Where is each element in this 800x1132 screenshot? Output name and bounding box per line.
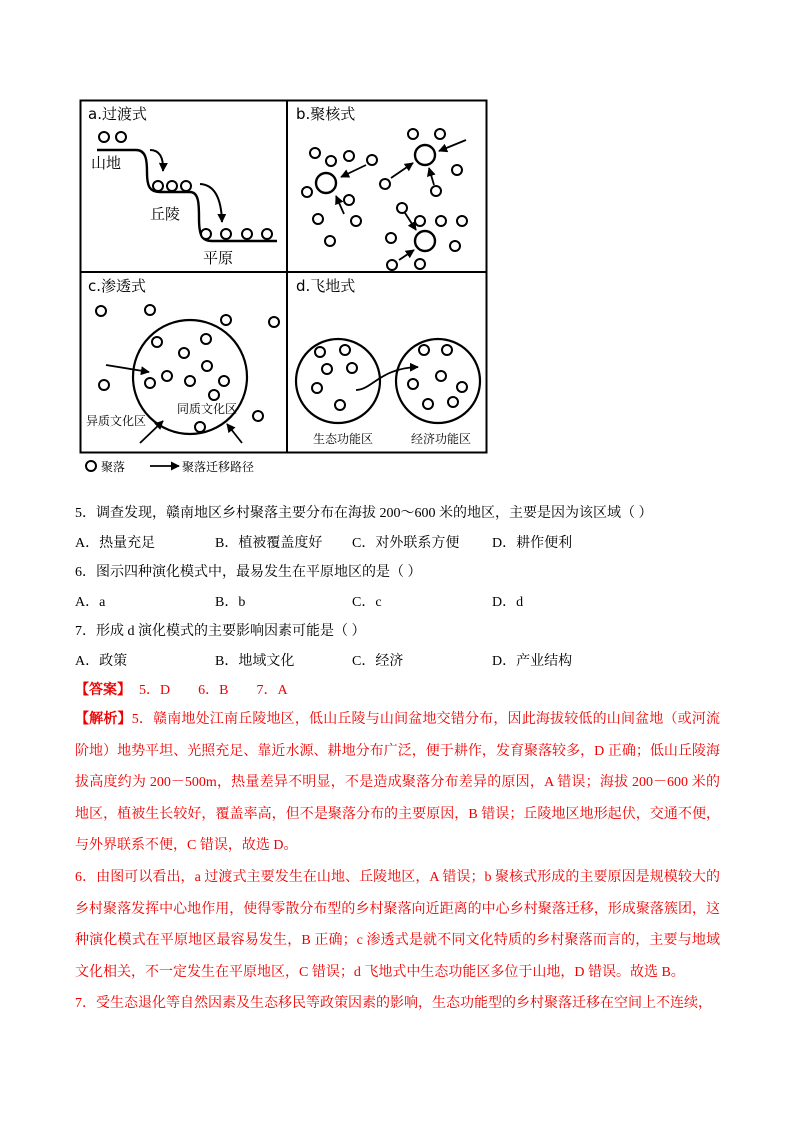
panel-b-title: b.聚核式 [296, 105, 356, 123]
terrain-profile [97, 150, 277, 241]
analysis-label: 【解析】 [75, 712, 132, 727]
answer-item: 6．B [198, 683, 229, 698]
migration-arrow [341, 165, 366, 177]
settlement-circle [325, 236, 335, 246]
settlement-circle [435, 129, 445, 139]
migration-arrow [429, 168, 434, 185]
option-d: D．d [492, 594, 524, 610]
settlement-circle [386, 233, 396, 243]
central-settlement-circle [316, 173, 336, 193]
settlement-circle [322, 364, 332, 374]
label-mountain: 山地 [91, 154, 122, 172]
settlement-circle [253, 411, 263, 421]
answer-label: 【答案】 [75, 683, 131, 698]
settlement-circle [419, 345, 429, 355]
settlement-circle [167, 181, 177, 191]
option-b: B．植被覆盖度好 [215, 535, 323, 551]
settlement-circle [340, 345, 350, 355]
settlement-circle [344, 195, 354, 205]
settlement-circle [335, 400, 345, 410]
settlement-circle [415, 259, 425, 269]
migration-arrow [106, 365, 149, 372]
settlement-circle [209, 390, 219, 400]
question-block [75, 499, 720, 706]
settlement-circle [387, 260, 397, 270]
settlement-circle [313, 214, 323, 224]
settlement-circle [344, 151, 354, 161]
settlement-circle [145, 305, 155, 315]
settlement-circle [436, 216, 446, 226]
migration-arrow [227, 424, 242, 443]
settlement-circle [262, 229, 272, 239]
settlement-circle [201, 229, 211, 239]
panel-c-title: c.渗透式 [88, 277, 147, 295]
legend-settlement-label: 聚落 [101, 460, 126, 474]
settlement-circle [408, 129, 418, 139]
settlement-circle [195, 422, 205, 432]
legend-migration-path-label: 聚落迁移路径 [182, 460, 255, 474]
settlement-circle [312, 383, 322, 393]
settlement-circle [242, 229, 252, 239]
settlement-circle [202, 361, 212, 371]
option-c: C．c [352, 594, 382, 610]
migration-arrow [150, 150, 163, 171]
question-5-stem: 5．调查发现，赣南地区乡村聚落主要分布在海拔 200～600 米的地区，主要是因为该区域（ ） [75, 506, 653, 521]
settlement-circle [269, 317, 279, 327]
settlement-circle [315, 347, 325, 357]
settlement-circle [326, 156, 336, 166]
label-homogeneous-culture-zone: 同质文化区 [177, 402, 238, 416]
answer-line [75, 676, 720, 706]
settlement-circle [99, 132, 109, 142]
settlement-circle [185, 376, 195, 386]
settlement-circle [397, 203, 407, 213]
settlement-circle [179, 348, 189, 358]
panel-c-infiltration [86, 277, 279, 443]
label-economic-function-zone: 经济功能区 [411, 432, 472, 446]
migration-arrow [399, 250, 414, 260]
settlement-circle [457, 382, 467, 392]
settlement-circle [181, 181, 191, 191]
question-5-options [75, 529, 720, 559]
central-settlement-circle [415, 145, 435, 165]
settlement-circle [380, 179, 390, 189]
migration-arrow [439, 140, 466, 151]
settlement-circle [347, 363, 357, 373]
label-heterogeneous-culture-zone: 异质文化区 [86, 414, 147, 428]
option-d: D．耕作便利 [492, 535, 573, 551]
settlement-circle [145, 378, 155, 388]
settlement-circle [423, 399, 433, 409]
option-c: C．经济 [352, 653, 404, 669]
settlement-circle [302, 187, 312, 197]
settlement-circle [219, 376, 229, 386]
settlement-circle [457, 216, 467, 226]
settlement-circle [442, 345, 452, 355]
settlement-circle [431, 186, 441, 196]
settlement-circle [436, 371, 446, 381]
option-a: A．热量充足 [75, 535, 156, 551]
settlement-evolution-figure [0, 0, 800, 480]
migration-arrow [391, 163, 413, 178]
option-b: B．b [215, 594, 246, 610]
answer-item: 5．D [139, 683, 171, 698]
settlement-circle [162, 371, 172, 381]
settlement-circle [201, 334, 211, 344]
panel-d-title: d.飞地式 [296, 277, 356, 295]
settlement-circle [310, 148, 320, 158]
legend-settlement-icon [86, 461, 96, 471]
settlement-circle [367, 155, 377, 165]
migration-arrow [200, 184, 222, 222]
option-a: A．政策 [75, 653, 128, 669]
option-a: A．a [75, 594, 106, 610]
settlement-circle [221, 315, 231, 325]
analysis-paragraph-6: 6．由图可以看出，a 过渡式主要发生在山地、丘陵地区，A 错误；b 聚核式形成的主要原因是规模较大的乡村聚落发挥中心地作用，使得零散分布型的乡村聚落向近距离的中心乡村聚落迁移，形成聚落簇团，这种演化模式在平原地区最容易发生，B 正确；c 渗透式是就不同文化特质的乡村聚落而言的，主要与地域文化相关，不一定发生在平原地区，C 错误；d 飞地式中生态功能区多位于山地，D 错误。故选 B。 [75, 869, 720, 980]
label-ecological-function-zone: 生态功能区 [313, 432, 374, 446]
label-hills: 丘陵 [150, 205, 181, 223]
settlement-circle [152, 337, 162, 347]
panel-d-enclave [296, 277, 480, 446]
panel-a-title: a.过渡式 [88, 105, 147, 123]
analysis-block [75, 704, 720, 1020]
analysis-paragraph-5 [75, 704, 720, 862]
question-7-options [75, 647, 720, 677]
settlement-circle [96, 306, 106, 316]
option-b: B．地域文化 [215, 653, 295, 669]
migration-arrow [336, 196, 344, 214]
figure-legend [86, 459, 254, 474]
label-plain: 平原 [203, 249, 234, 267]
analysis-paragraph-7: 7．受生态退化等自然因素及生态移民等政策因素的影响，生态功能型的乡村聚落迁移在空间上不连续， [75, 996, 712, 1012]
settlement-circle [452, 165, 462, 175]
panel-a-transition [88, 105, 277, 267]
central-settlement-circle [415, 231, 435, 251]
settlement-circle [99, 380, 109, 390]
settlement-circle [408, 379, 418, 389]
settlement-circle [448, 397, 458, 407]
settlement-circle [351, 216, 361, 226]
settlement-circle [153, 181, 163, 191]
option-d: D．产业结构 [492, 653, 573, 669]
settlement-circle [116, 132, 126, 142]
settlement-circle [415, 216, 425, 226]
question-6-options [75, 588, 720, 618]
analysis-text-5: 5．赣南地处江南丘陵地区，低山丘陵与山间盆地交错分布，因此海拔较低的山间盆地（或河流阶地）地势平坦、光照充足、靠近水源、耕地分布广泛，便于耕作，发育聚落较多，D 正确；低山丘陵海拔高度约为 200－500m，热量差异不明显，不是造成聚落分布差异的原因，A 错误；海拔 200－600 米的地区，植被生长较好，覆盖率高，但不是聚落分布的主要原因，B 错误；丘陵地区地形起伏，交通不便，与外界联系不便，C 错误，故选 D。 [75, 712, 721, 854]
panel-b-nucleation [296, 105, 467, 270]
settlement-circle [450, 241, 460, 251]
option-c: C．对外联系方便 [352, 535, 460, 551]
question-7-stem: 7．形成 d 演化模式的主要影响因素可能是（ ） [75, 624, 366, 639]
question-6-stem: 6．图示四种演化模式中，最易发生在平原地区的是（ ） [75, 565, 422, 580]
settlement-circle [221, 229, 231, 239]
answer-item: 7．A [256, 683, 288, 698]
